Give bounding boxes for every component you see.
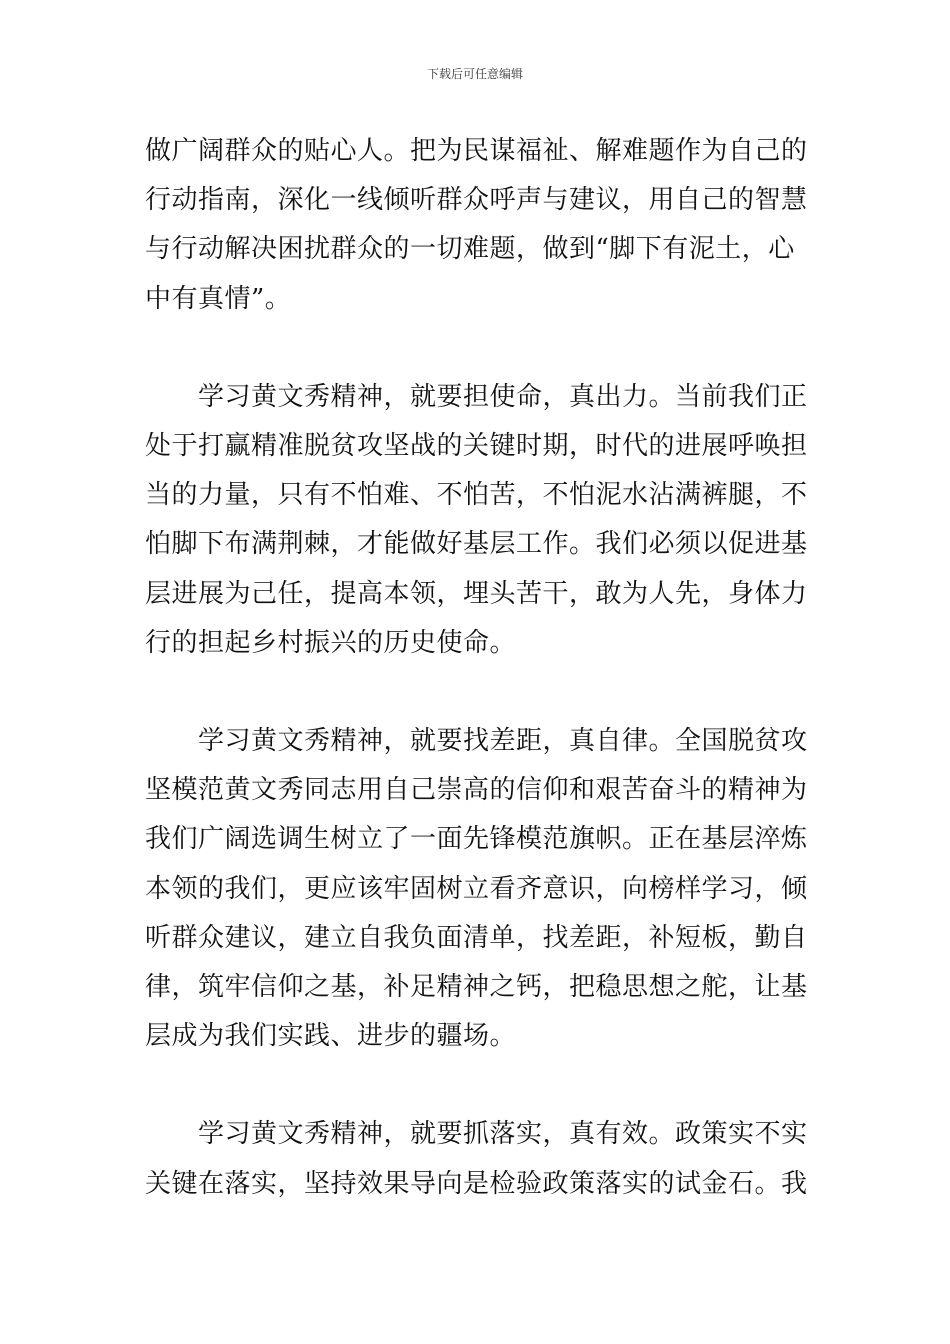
text-line: 律，筑牢信仰之基，补足精神之钙，把稳思想之舵，让基 <box>145 972 808 1003</box>
text-line: 做广阔群众的贴心人。把为民谋福祉、解难题作为自己的 <box>145 136 808 166</box>
paragraph-self-discipline <box>145 717 807 1061</box>
document-body <box>145 127 807 1209</box>
page-header: 下载后可任意编辑 <box>426 67 523 81</box>
text-line: 层成为我们实践、进步的疆场。 <box>145 1021 517 1052</box>
text-line: 行动指南，深化一线倾听群众呼声与建议，用自己的智慧 <box>145 185 808 216</box>
paragraph-continuation <box>145 127 807 324</box>
text-line: 怕脚下布满荆棘，才能做好基层工作。我们必须以促进基 <box>145 529 808 560</box>
text-line: 学习黄文秀精神，就要找差距，真自律。全国脱贫攻 <box>198 726 808 757</box>
text-line: 当的力量，只有不怕难、不怕苦，不怕泥水沾满裤腿，不 <box>145 480 808 511</box>
text-line: 行的担起乡村振兴的历史使命。 <box>145 627 517 658</box>
paragraph-gap <box>145 1061 807 1110</box>
text-line: 本领的我们，更应该牢固树立看齐意识，向榜样学习，倾 <box>145 873 808 904</box>
paragraph-mission <box>145 373 807 668</box>
text-line: 与行动解决困扰群众的一切难题，做到“脚下有泥土，心 <box>145 234 795 265</box>
text-line: 学习黄文秀精神，就要抓落实，真有效。政策实不实 <box>198 1119 808 1150</box>
text-line: 坚模范黄文秀同志用自己崇高的信仰和艰苦奋斗的精神为 <box>145 775 808 806</box>
text-line: 听群众建议，建立自我负面清单，找差距，补短板，勤自 <box>145 922 808 953</box>
text-line: 处于打赢精准脱贫攻坚战的关键时期，时代的进展呼唤担 <box>145 431 808 462</box>
text-line: 关键在落实，坚持效果导向是检验政策落实的试金石。我 <box>145 1168 808 1199</box>
paragraph-implementation <box>145 1110 807 1208</box>
text-line: 层进展为己任，提高本领，埋头苦干，敢为人先，身体力 <box>145 578 808 609</box>
text-line: 中有真情”。 <box>145 283 292 314</box>
text-line: 我们广阔选调生树立了一面先锋模范旗帜。正在基层淬炼 <box>145 824 808 855</box>
paragraph-gap <box>145 668 807 717</box>
paragraph-gap <box>145 324 807 373</box>
text-line: 学习黄文秀精神，就要担使命，真出力。当前我们正 <box>198 381 808 412</box>
